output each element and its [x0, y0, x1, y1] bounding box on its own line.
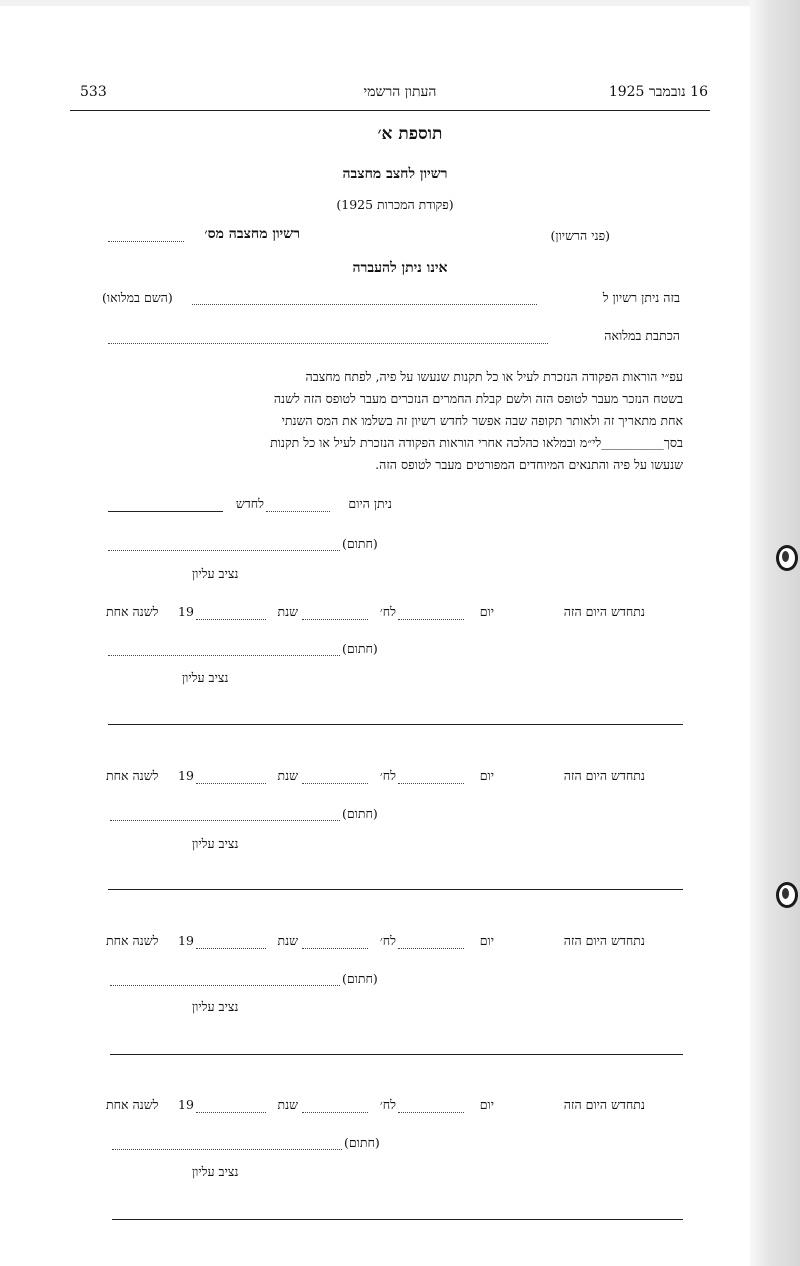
day-label: יום — [479, 1097, 494, 1112]
century-label: 19 — [178, 1097, 194, 1112]
month-blank — [302, 948, 368, 949]
body-line: בשטח הנזכר מעבר לטופס הזה ולשם קבלת החמרים הנזכרים מעבר לטופס הזה לשנה — [273, 391, 683, 406]
issue-date-blank — [108, 511, 223, 512]
grantee-name-blank — [192, 304, 537, 305]
month-blank — [302, 783, 368, 784]
year-blank — [196, 783, 266, 784]
section-divider — [108, 724, 683, 725]
renewed-today-label: נתחדש היום הזה — [563, 604, 645, 619]
signature-label: (חתום) — [342, 641, 378, 656]
to-month-label: לח׳ — [379, 933, 396, 948]
non-transferable-notice: אינו ניתן להעברה — [352, 260, 448, 276]
signature-blank — [110, 820, 340, 821]
commissioner-title: נציב עליון — [192, 1164, 239, 1179]
year-label: שנת — [277, 604, 298, 619]
day-label: יום — [479, 933, 494, 948]
year-blank — [196, 948, 266, 949]
signature-label: (חתום) — [342, 536, 378, 551]
renewed-today-label: נתחדש היום הזה — [563, 768, 645, 783]
publication-date: 16 נובמבר 1925 — [608, 84, 708, 100]
signature-label: (חתום) — [342, 971, 378, 986]
renewed-today-label: נתחדש היום הזה — [563, 933, 645, 948]
year-blank — [196, 1112, 266, 1113]
grantee-label: בזה ניתן רשיון ל — [602, 290, 680, 305]
year-label: שנת — [277, 768, 298, 783]
signature-blank — [108, 655, 340, 656]
publication-title: העתון הרשמי — [363, 84, 437, 100]
commissioner-title: נציב עליון — [182, 670, 229, 685]
license-number-blank — [108, 241, 184, 242]
body-line: אחת מתאריך זה ולאותר תקופה שבה אפשר לחדש רשיון זה בשלמו את המס השנתי — [281, 413, 683, 428]
section-divider — [108, 889, 683, 890]
to-month-label: לח׳ — [379, 604, 396, 619]
ordinance-reference: (פקודת המכרות 1925) — [336, 197, 454, 212]
century-label: 19 — [178, 933, 194, 948]
punch-hole — [776, 545, 798, 571]
punch-hole — [776, 882, 798, 908]
body-line: שנעשו על פיה והתנאים המיוחדים המפורטים מעבר לטופס הזה. — [375, 457, 683, 472]
scan-right-edge — [750, 0, 800, 1266]
century-label: 19 — [178, 768, 194, 783]
month-label: לחדש — [235, 496, 264, 511]
day-blank — [398, 948, 464, 949]
appendix-title: תוספת א׳ — [377, 124, 443, 144]
signature-blank — [112, 1149, 342, 1150]
address-blank — [108, 343, 548, 344]
to-month-label: לח׳ — [379, 1097, 396, 1112]
address-label: הכתבת במלואה — [604, 328, 680, 343]
section-divider — [110, 1054, 683, 1055]
year-label: שנת — [277, 933, 298, 948]
page-number: 533 — [80, 84, 107, 100]
to-month-label: לח׳ — [379, 768, 396, 783]
given-day-label: ניתן היום — [348, 496, 392, 511]
commissioner-title: נציב עליון — [192, 566, 239, 581]
day-label: יום — [479, 604, 494, 619]
license-title: רשיון לחצב מחצבה — [342, 166, 448, 182]
commissioner-title: נציב עליון — [192, 999, 239, 1014]
for-one-year-label: לשנה אחת — [106, 933, 159, 948]
section-divider — [112, 1219, 683, 1220]
scan-top-edge — [0, 0, 800, 6]
century-label: 19 — [178, 604, 194, 619]
year-blank — [196, 619, 266, 620]
day-blank — [398, 783, 464, 784]
for-one-year-label: לשנה אחת — [106, 768, 159, 783]
year-label: שנת — [277, 1097, 298, 1112]
for-one-year-label: לשנה אחת — [106, 604, 159, 619]
signature-label: (חתום) — [342, 806, 378, 821]
month-blank — [302, 619, 368, 620]
full-name-label: (השם במלואו) — [102, 290, 173, 305]
license-number-label: רשיון מחצבה מס׳ — [204, 226, 300, 242]
signature-blank — [110, 985, 340, 986]
for-one-year-label: לשנה אחת — [106, 1097, 159, 1112]
header-rule — [70, 110, 710, 111]
renewed-today-label: נתחדש היום הזה — [563, 1097, 645, 1112]
day-blank — [398, 1112, 464, 1113]
body-line: עפ״י הוראות הפקודה הנזכרת לעיל או כל תקנות שנעשו על פיה, לפתח מחצבה — [305, 369, 683, 384]
day-label: יום — [479, 768, 494, 783]
body-line: בסך__________לי״מ ובמלאו כהלכה אחרי הוראות הפקודה הנזכרת לעיל או כל תקנות — [270, 435, 683, 450]
month-blank — [302, 1112, 368, 1113]
issue-day-blank — [266, 511, 330, 512]
signature-label: (חתום) — [344, 1135, 380, 1150]
day-blank — [398, 619, 464, 620]
back-of-license-label: (פני הרשיון) — [550, 228, 610, 243]
commissioner-title: נציב עליון — [192, 836, 239, 851]
signature-blank — [108, 550, 340, 551]
